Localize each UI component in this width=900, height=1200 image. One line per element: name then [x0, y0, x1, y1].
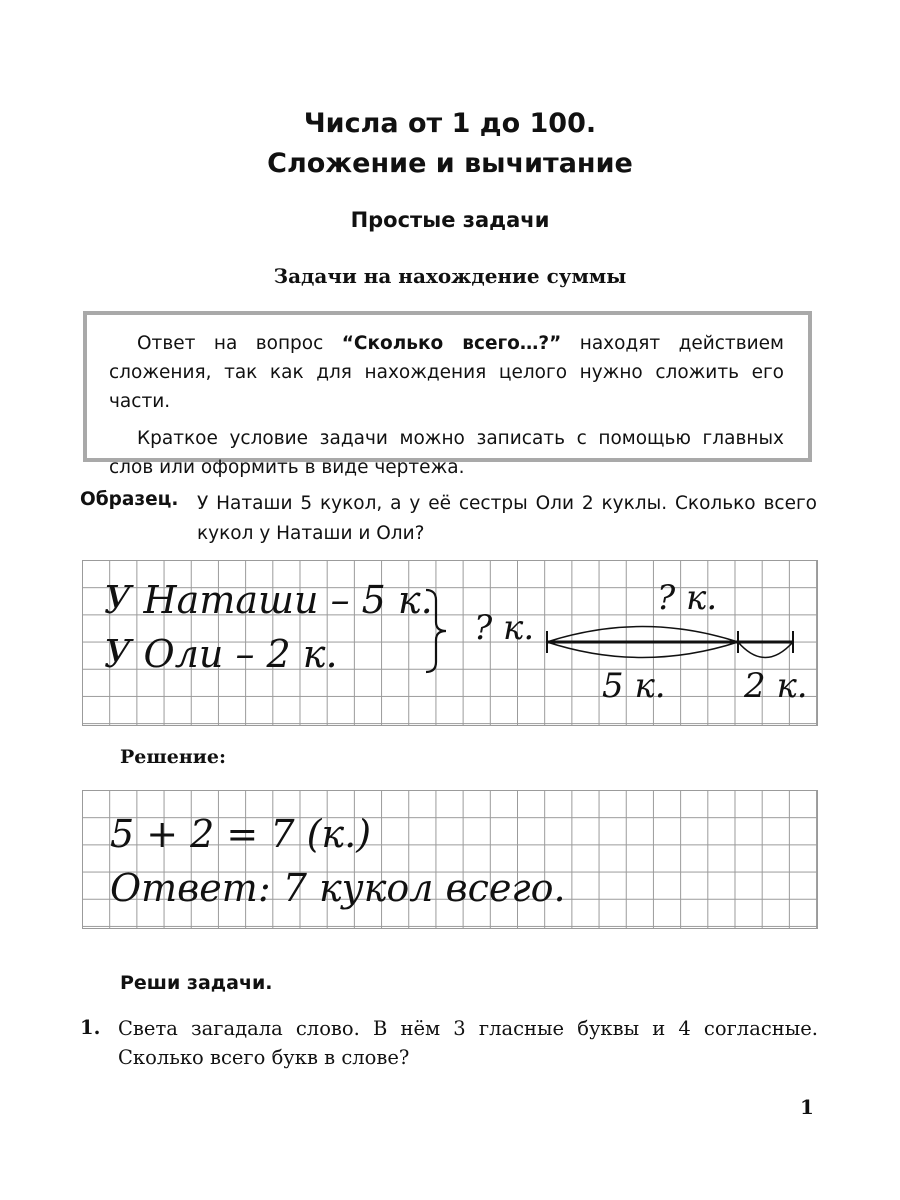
rule-key-question: “Сколько всего…?” — [341, 333, 562, 354]
chapter-title-line1: Числа от 1 до 100. — [303, 108, 597, 139]
sample-label: Образец. — [80, 489, 179, 510]
chapter-title-line2: Сложение и вычитание — [267, 148, 633, 179]
subsection-title: Задачи на нахождение суммы — [273, 264, 627, 288]
rule-paragraph-2: Краткое условие задачи можно записать с помощью главных слов или оформить в виде чертежа. — [109, 428, 784, 478]
solution-grid — [82, 790, 818, 929]
condition-line-1: У Наташи – 5 к. — [104, 578, 433, 622]
segment-label-2: 2 к. — [744, 666, 808, 706]
solution-answer: Ответ: 7 кукол всего. — [110, 866, 566, 910]
diagram-total-label: ? к. — [657, 578, 718, 618]
segment-label-1: 5 к. — [602, 666, 666, 706]
task-text: Света загадала слово. В нём 3 гласные буквы и 4 согласные. Сколько всего букв в слове? — [118, 1017, 818, 1069]
sample-problem-text: У Наташи 5 кукол, а у её сестры Оли 2 куклы. Сколько всего кукол у Наташи и Оли? — [197, 493, 817, 544]
condition-grid — [82, 560, 818, 726]
condition-line-2: У Оли – 2 к. — [104, 632, 338, 676]
page-number: 1 — [800, 1095, 814, 1119]
solution-label: Решение: — [120, 746, 226, 768]
rule-box — [83, 311, 812, 478]
tasks-heading: Реши задачи. — [120, 972, 273, 994]
rule-paragraph-1: Ответ на вопрос “Сколько всего…?” находят действием сложения, так как для нахождения целого нужно сложить его части. — [109, 333, 784, 412]
chapter-title — [0, 104, 900, 184]
solution-expression: 5 + 2 = 7 (к.) — [110, 812, 372, 856]
curly-brace — [422, 586, 452, 676]
section-title: Простые задачи — [350, 208, 550, 232]
brace-label: ? к. — [474, 608, 535, 648]
task-number: 1. — [80, 1016, 101, 1039]
